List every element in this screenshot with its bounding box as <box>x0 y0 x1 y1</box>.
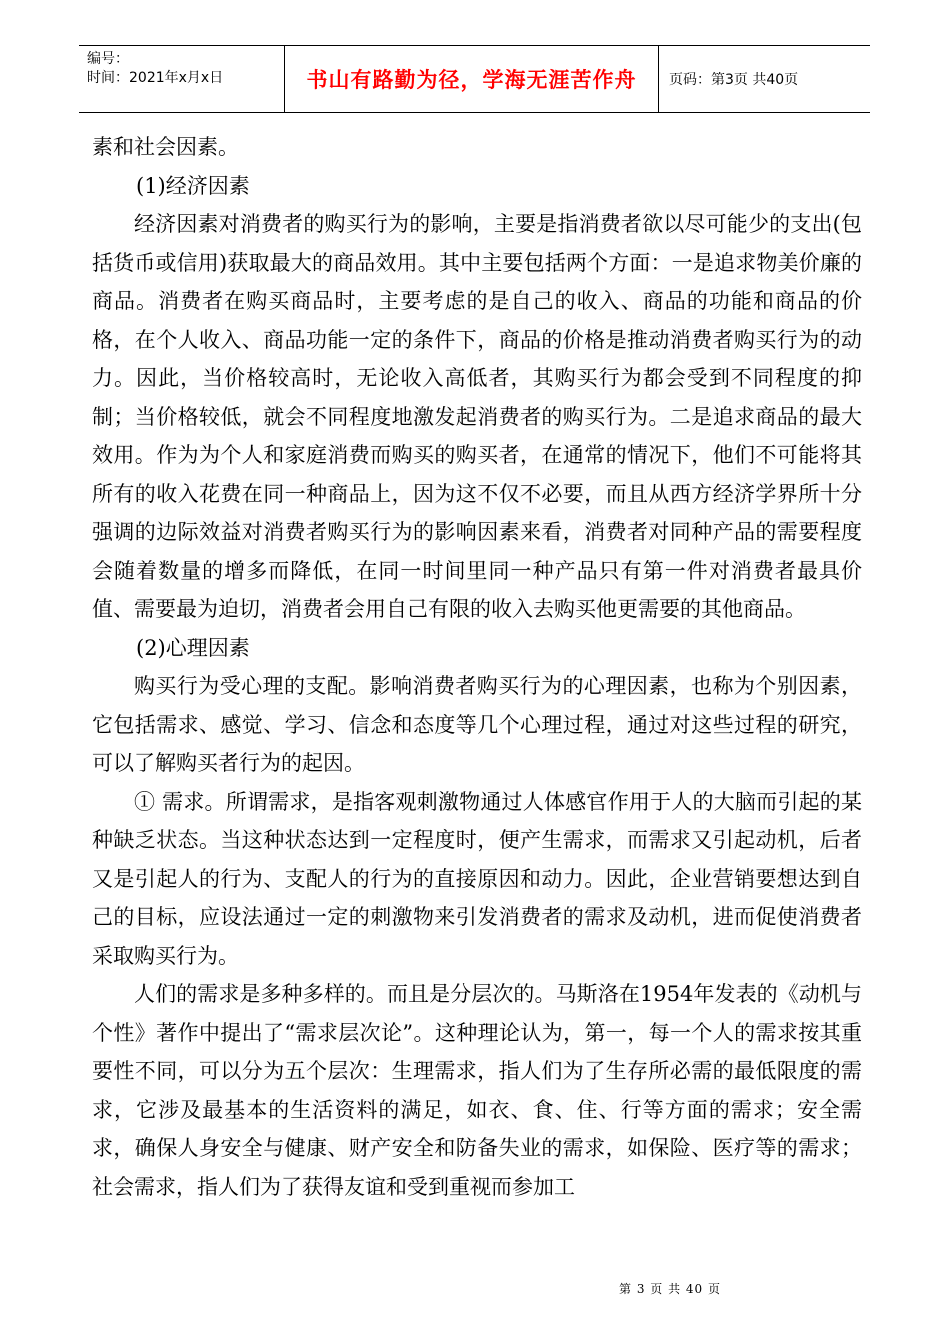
paragraph-economic: 经济因素对消费者的购买行为的影响，主要是指消费者欲以尽可能少的支出(包括货币或信用)获取最大的商品效用。其中主要包括两个方面：一是追求物美价廉的商品。消费者在购买商品时，主要考虑的是自己的收入、商品的功能和商品的价格，在个人收入、商品功能一定的条件下，商品的价格是推动消费者购买行为的动力。因此，当价格较高时，无论收入高低者，其购买行为都会受到不同程度的抑制；当价格较低，就会不同程度地激发起消费者的购买行为。二是追求商品的最大效用。作为为个人和家庭消费而购买的购买者，在通常的情况下，他们不可能将其所有的收入花费在同一种商品上，因为这不仅不必要，而且从西方经济学界所十分强调的边际效益对消费者购买行为的影响因素来看，消费者对同种产品的需要程度会随着数量的增多而降低，在同一时间里同一种产品只有第一件对消费者最具价值、需要最为迫切，消费者会用自己有限的收入去购买他更需要的其他商品。 <box>92 212 862 621</box>
document-body <box>92 128 862 1206</box>
footer-page-number: 第 3 页 共 40 页 <box>619 1282 721 1296</box>
motto-text: 书山有路勤为径，学海无涯苦作舟 <box>306 68 637 92</box>
paragraph-maslow: 人们的需求是多种多样的。而且是分层次的。马斯洛在1954年发表的《动机与个性》著作中提出了“需求层次论”。这种理论认为，第一，每一个人的需求按其重要性不同，可以分为五个层次：生理需求，指人们为了生存所必需的最低限度的需求，它涉及最基本的生活资料的满足，如衣、食、住、行等方面的需求；安全需求，确保人身安全与健康、财产安全和防备失业的需求，如保险、医疗等的需求；社会需求，指人们为了获得友谊和受到重视而参加工 <box>92 982 862 1199</box>
section-heading-economic: (1)经济因素 <box>136 173 250 198</box>
paragraph-continuation: 素和社会因素。 <box>92 135 239 159</box>
page-footer <box>0 1280 950 1297</box>
header-meta <box>79 46 284 112</box>
page-info-text: 页码：第3页 共40页 <box>669 72 799 88</box>
header-motto-cell <box>284 46 659 112</box>
paragraph-needs: ① 需求。所谓需求，是指客观刺激物通过人体感官作用于人的大脑而引起的某种缺乏状态。当这种状态达到一定程度时，便产生需求，而需求又引起动机，后者又是引起人的行为、支配人的行为的直接原因和动力。因此，企业营销要想达到自己的目标，应设法通过一定的刺激物来引发消费者的需求及动机，进而促使消费者采取购买行为。 <box>92 789 862 968</box>
header-page-info <box>659 46 870 112</box>
number-label: 编号： <box>87 51 129 67</box>
page-header <box>79 45 870 113</box>
paragraph-psychological: 购买行为受心理的支配。影响消费者购买行为的心理因素，也称为个别因素，它包括需求、感觉、学习、信念和态度等几个心理过程，通过对这些过程的研究，可以了解购买者行为的起因。 <box>92 674 862 775</box>
section-heading-psychological: (2)心理因素 <box>136 635 250 660</box>
date-label: 时间：2021年x月x日 <box>87 70 224 86</box>
